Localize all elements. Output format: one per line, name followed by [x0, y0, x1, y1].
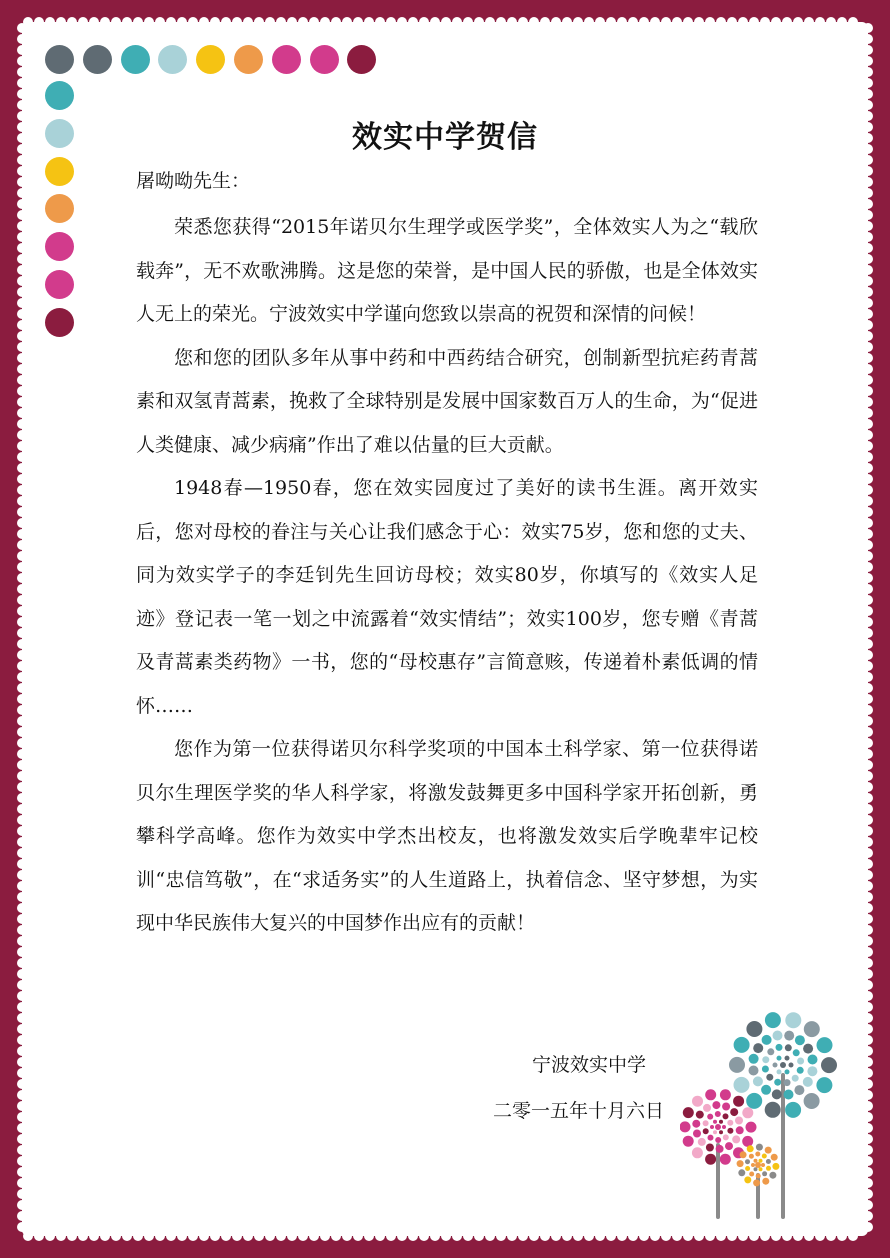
paragraph: 1948春—1950春，您在效实园度过了美好的读书生涯。离开效实后，您对母校的眷注与关心让我们感念于心：效实75岁，您和您的丈夫、同为效实学子的李廷钊先生回访母校；效实80岁，你填写的《效实人足迹》登记表一笔一划之中流露着“效实情结”；效实100岁，您专赠《青蒿及青蒿素类药物》一书，您的“母校惠存”言简意赅，传递着朴素低调的情怀……	[136, 477, 758, 717]
decorative-dot	[121, 45, 150, 74]
flower-illustration	[680, 995, 855, 1225]
decorative-dot	[272, 45, 301, 74]
decorative-dot	[83, 45, 112, 74]
decorative-dot	[45, 308, 74, 337]
decorative-dot	[45, 45, 74, 74]
decorative-dot	[310, 45, 339, 74]
decorative-dot	[45, 270, 74, 299]
signer: 宁波效实中学	[532, 1054, 647, 1076]
salutation: 屠呦呦先生：	[136, 170, 251, 192]
decorative-dot	[45, 157, 74, 186]
paragraph: 荣悉您获得“2015年诺贝尔生理学或医学奖”，全体效实人为之“载欣载奔”，无不欢歌沸腾。这是您的荣誉，是中国人民的骄傲，也是全体效实人无上的荣光。宁波效实中学谨向您致以崇高的祝贺和深情的问候！	[136, 216, 758, 325]
decorative-dot	[45, 232, 74, 261]
decorative-dot	[196, 45, 225, 74]
paragraph: 您和您的团队多年从事中药和中西药结合研究，创制新型抗疟药青蒿素和双氢青蒿素，挽救了全球特别是发展中国家数百万人的生命，为“促进人类健康、减少病痛”作出了难以估量的巨大贡献。	[136, 346, 758, 456]
letter-date: 二零一五年十月六日	[493, 1100, 665, 1122]
decorative-dot	[234, 45, 263, 74]
letter-body	[136, 206, 758, 946]
letter-title: 效实中学贺信	[352, 120, 538, 155]
decorative-dot	[45, 81, 74, 110]
paragraph: 您作为第一位获得诺贝尔科学奖项的中国本土科学家、第一位获得诺贝尔生理医学奖的华人科学家，将激发鼓舞更多中国科学家开拓创新，勇攀科学高峰。您作为效实中学杰出校友，也将激发效实后学晚辈牢记校训“忠信笃敬”，在“求适务实”的人生道路上，执着信念、坚守梦想，为实现中华民族伟大复兴的中国梦作出应有的贡献！	[136, 738, 758, 934]
